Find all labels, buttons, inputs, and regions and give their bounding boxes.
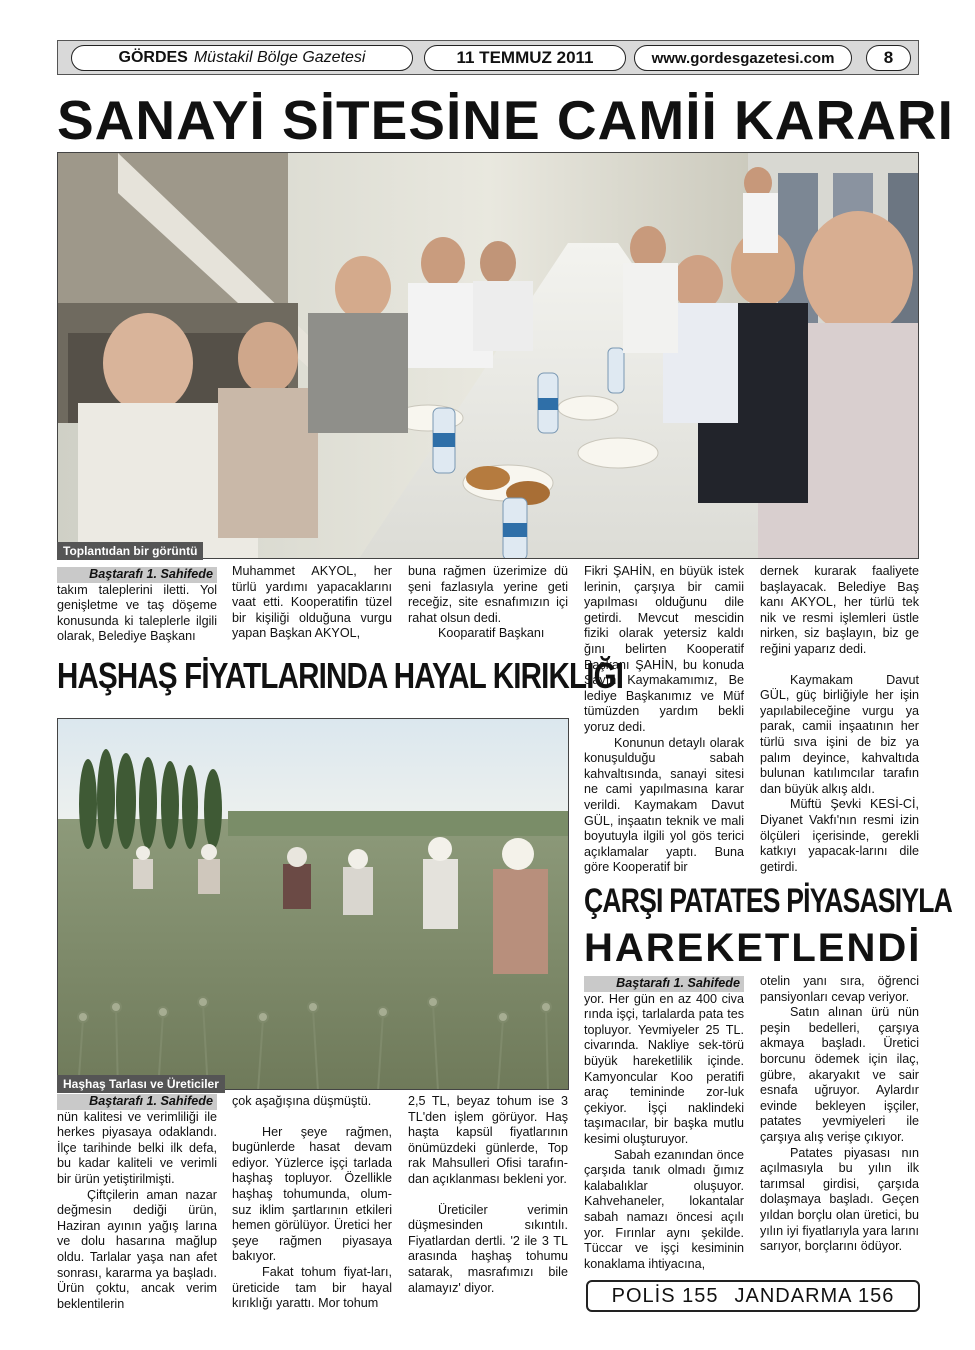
continued-label: Baştarafı 1. Sahifede bbox=[584, 976, 744, 992]
hashas-col2-para3: Fakat tohum fiyat-ları, üreticide tam bir hayal kırıklığı yarattı. Mor tohum bbox=[232, 1264, 392, 1311]
meeting-photo bbox=[57, 152, 919, 559]
headline-hashas: HAŞHAŞ FİYATLARINDA HAYAL KIRIKLIĞI bbox=[57, 655, 624, 696]
patates-col2-para3: Patates piyasası nın açılmasıyla bu yılın ilk tarımsal girdisi, çarşıda dolaşmaya başladı. Geçen yıldan borçlu olan üretici, bu yılın iyi fiyatlarıyla yara larını sarıyor, borçlarını ödüyor. bbox=[760, 1145, 919, 1254]
paper-name: GÖRDES bbox=[118, 49, 188, 66]
paper-tagline: Müstakil Bölge Gazetesi bbox=[193, 49, 366, 66]
continued-label: Baştarafı 1. Sahifede bbox=[57, 1094, 217, 1110]
sanayi-col2-text: Muhammet AKYOL, her türlü yardımı yapacaklarını vaat etti. Kooperatifin tüzel bir kişiliği olduğuna vurgu yapan Başkan AKYOL, bbox=[232, 564, 392, 641]
sanayi-col3-para2: Kooparatif Başkanı bbox=[438, 626, 545, 641]
patates-col1-para1: yor. Her gün en az 400 civa rında işçi, tarlalarda pata tes topluyor. Yevmiyeler 25 TL. civarında. Nakliye sek-törü büyük hareketlilik içinde. Kamyoncular Koo peratifi araç temininde zor-luk çekiyor. İşçi naklindeki taşımacılar, bir başka mutlu kesimi oluşturuyor. bbox=[584, 991, 744, 1146]
gendarmerie-number: JANDARMA 156 bbox=[734, 1284, 895, 1307]
sanayi-col3-para1: buna rağmen üzerimize dü şeni fazlasıyla yerine geti receğiz, site esnafımızın içi rahat olsun dedi. bbox=[408, 564, 568, 625]
headline-patates-line1: ÇARŞI PATATES PİYASASIYLA bbox=[584, 882, 953, 920]
sanayi-column-3 bbox=[408, 564, 568, 642]
hashas-col2-para1: çok aşağışına düşmüştü. bbox=[232, 1094, 372, 1108]
poppy-photo-caption: Haşhaş Tarlası ve Üreticiler bbox=[57, 1075, 225, 1093]
sanayi-col4-para2: Konunun detaylı olarak konuşulduğu sabah kahvaltısında, sanayi sitesi ne cami yapılmasına karar verildi. Kaymakam Davut GÜL, inşaatın teknik ve mali boyutuyla ilgili yol gös terici açıklamalar yaptı. Buna göre Kooperatif bir bbox=[584, 735, 744, 875]
sanayi-col5-para1: dernek kurarak faaliyete başlayacak. Belediye Baş kanı AKYOL, her türlü tek nik ve resmi işlemleri üstle nirken, siz başlayın, biz ge reğini yaparız dedi. bbox=[760, 564, 919, 656]
hashas-col1-para2: Çiftçilerin aman nazar değmesin dediği ürün, Haziran ayının yağış larına ve dolu hasarına mağlup oldu. Tarlalar yaşa nan afet sonrası, kararma ya başladı. Ürün çoktu, ancak verim beklentilerin bbox=[57, 1187, 217, 1311]
sanayi-column-1 bbox=[57, 567, 217, 645]
headline-patates-line2: HAREKETLENDİ bbox=[584, 926, 922, 970]
sanayi-column-4 bbox=[584, 564, 744, 876]
sanayi-column-5 bbox=[760, 564, 919, 875]
patates-col2-para2: Satın alınan ürü nün peşin bedelleri, çarşıya akmaya başladı. Üretici borcunu ödemek için ilaç, gübre, akaryakıt ve sair esnafa uğruyor. Aylardır evinde bekleyen işçiler, patates yevmiyeleri ile çarşıya alış verişe çıkıyor. bbox=[760, 1005, 919, 1144]
patates-col1-para2: Sabah ezanından önce çarşıda tanık olmadı ğımız kalabalıklar oluşuyor. Kahvehaneler, lokantalar sabah namazı öncesi açılı yor. Fırınlar aynı şekilde. Tüccar ve işçi kesiminin konaklama ihtiyacına, bbox=[584, 1147, 744, 1271]
website-link[interactable]: www.gordesgazetesi.com bbox=[634, 45, 852, 71]
police-number: POLİS 155 bbox=[611, 1284, 719, 1307]
hashas-column-1 bbox=[57, 1094, 217, 1312]
headline-sanayi: SANAYİ SİTESİNE CAMİİ KARARI bbox=[57, 89, 954, 151]
sanayi-col5-para2: Kaymakam Davut GÜL, güç birliğiyle her işin yapılabileceğine vurgu ya parak, camii inşaatının her türlü sıva işini de biz ya palım deyince, kahvaltıda bulunan katılımcılar tarafın dan büyük alkış aldı. bbox=[760, 672, 919, 796]
sanayi-column-2 bbox=[232, 564, 392, 642]
meeting-photo-illustration bbox=[58, 153, 919, 559]
hashas-column-2 bbox=[232, 1094, 392, 1312]
hashas-col2-para2: Her şeye rağmen, bugünlerde hasat devam ediyor. Yüzlerce işçi tarlada haşhaş topluyor. Özellikle haşhaş tohumunda, olum-suz iklim şartlarının etkileri hemen görülüyor. Üretici her şeye rağmen piyasaya bakıyor. bbox=[232, 1124, 392, 1264]
patates-column-2 bbox=[760, 974, 919, 1255]
hashas-col1-para1: nün kalitesi ve verimliliği ile herkes piyasaya odaklandı. İlçe tarihinde belki ilk defa, bu kadar kaliteli ve verimli bir ürün yetiştirilmişti. bbox=[57, 1109, 217, 1186]
paper-name-pill bbox=[71, 45, 413, 71]
page-header bbox=[57, 40, 919, 75]
meeting-photo-caption: Toplantıdan bir görüntü bbox=[57, 542, 203, 560]
issue-date: 11 TEMMUZ 2011 bbox=[424, 45, 626, 71]
poppy-field-photo bbox=[57, 718, 569, 1090]
sanayi-col4-para1: Fikri ŞAHİN, en büyük istek lerinin, çarşıya bir camii yapılması olduğunu dile getirdi. Mevcut mescidin fiziki olarak yetersiz kaldı ğını belirten Kooperatif Başkanı ŞAHİN, bu konuda Sayın Kaymakamımız, Be lediye Başkanımız ve Müf tümüzden yardım bekli yoruz dedi. bbox=[584, 564, 744, 734]
sanayi-col5-para3: Müftü Şevki KESİ-Cİ, Diyanet Vakfı'nın resmi izin ölçüleri içerisinde, gerekli katkıyı yapacak-larını dile getirdi. bbox=[760, 797, 919, 874]
continued-label: Baştarafı 1. Sahifede bbox=[57, 567, 217, 583]
hashas-col3-para2: Üreticiler verimin düşmesinden sıkıntılı. Fiyatlardan dertli. '2 ile 3 TL arasında haşhaş tohumu satarak, masrafımızı bile alamayız' diyor. bbox=[408, 1202, 568, 1295]
sanayi-col1-text: takım taleplerini iletti. Yol genişletme ve taş döşeme konusunda ki taleplerle ilgili olarak, Belediye Başkanı bbox=[57, 582, 217, 644]
hashas-col3-para1: 2,5 TL, beyaz tohum ise 3 TL'den işlem görüyor. Haş haşta kapsül fiyatlarının önümüzdeki günlerde, Top rak Mahsulleri Ofisi tarafın-dan açıklanması bekleni yor. bbox=[408, 1094, 568, 1186]
patates-column-1 bbox=[584, 976, 744, 1272]
patates-col2-para1: otelin yanı sıra, öğrenci pansiyonları cevap veriyor. bbox=[760, 974, 919, 1004]
poppy-field-illustration bbox=[58, 719, 569, 1090]
page-number: 8 bbox=[866, 45, 911, 71]
emergency-numbers-box bbox=[586, 1280, 920, 1312]
hashas-column-3 bbox=[408, 1094, 568, 1296]
